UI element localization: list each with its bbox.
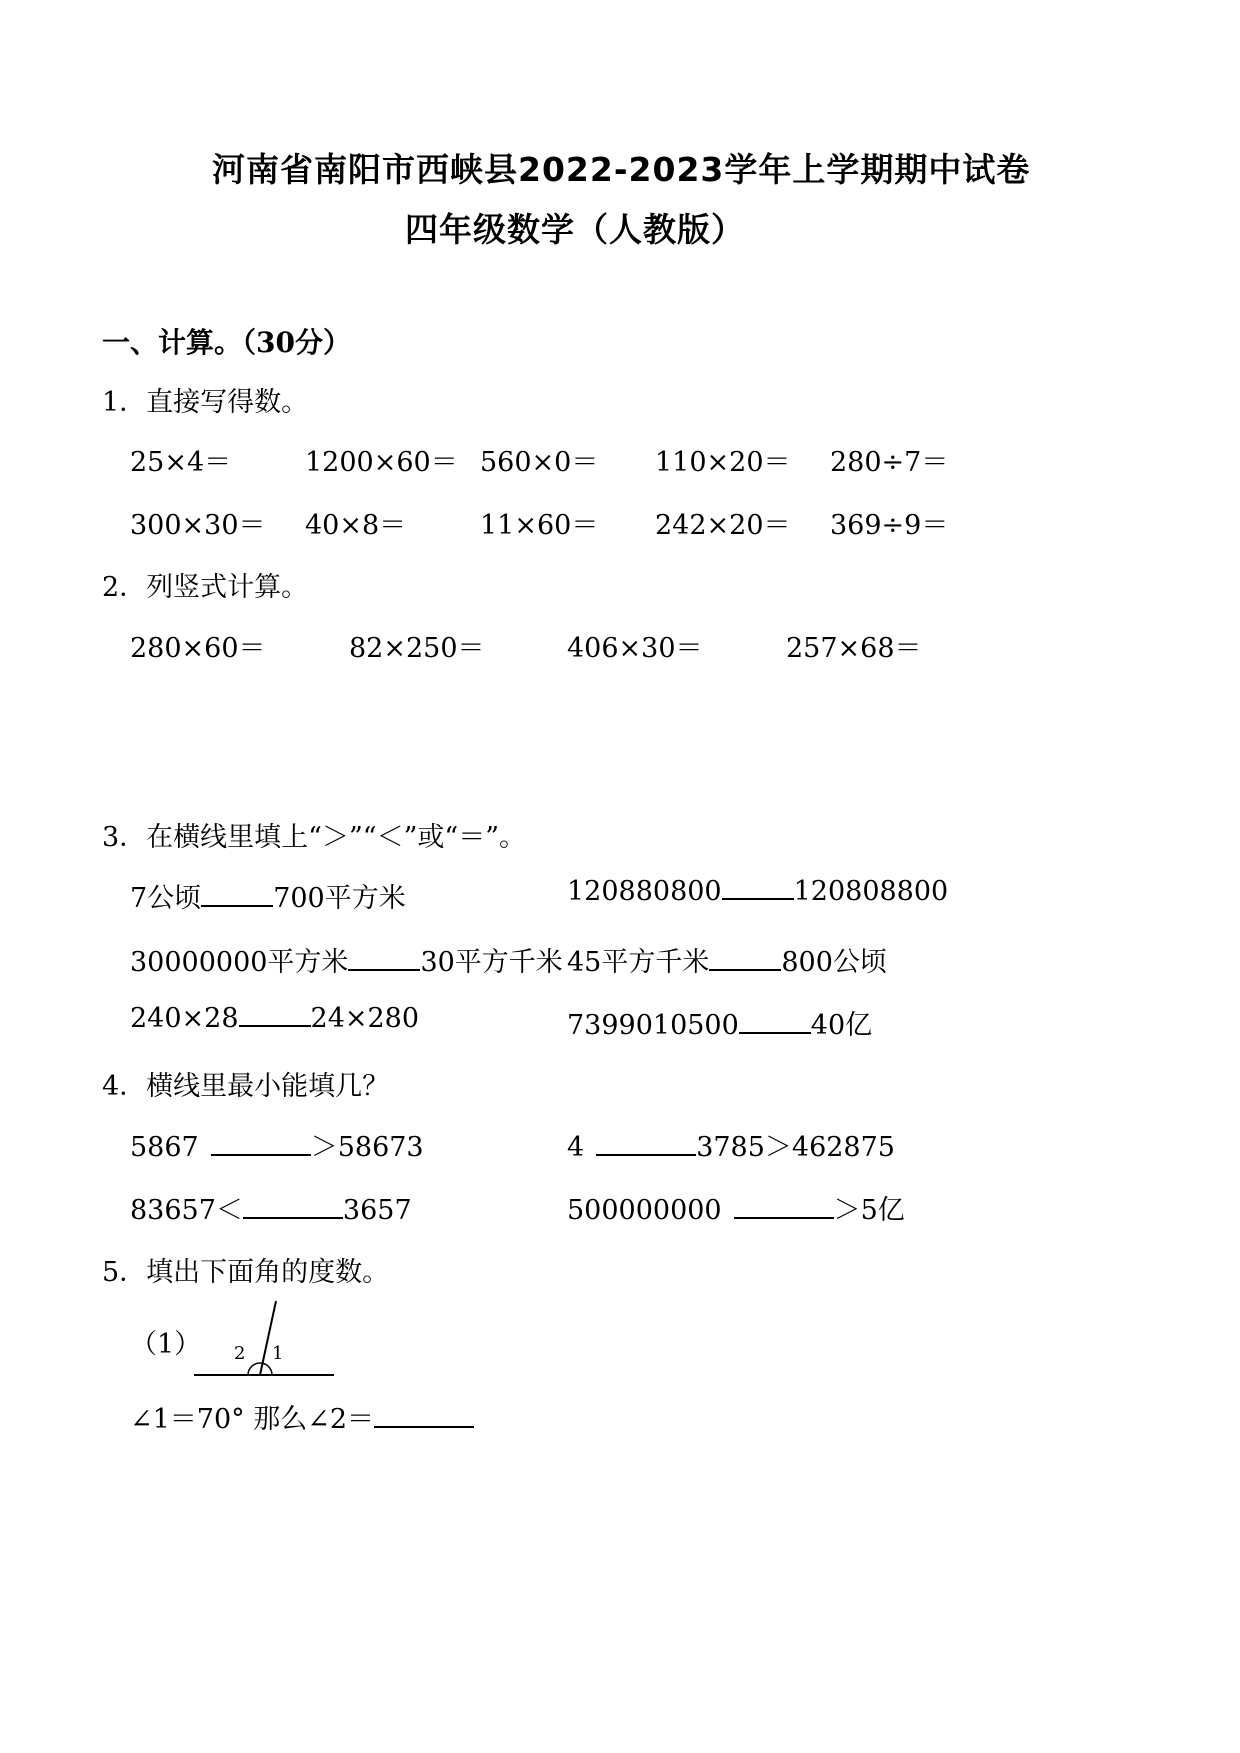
compare-item [130, 1003, 419, 1034]
q2-expr: 82×250＝ [349, 633, 485, 664]
fill-left: 500000000 [567, 1195, 722, 1226]
question-3-label: 3．在横线里填上“＞”“＜”或“＝”。 [102, 822, 526, 853]
angle-figure [190, 1295, 340, 1385]
section-heading: 一、计算。（30分） [102, 326, 351, 359]
fill-left: 4 [567, 1132, 585, 1163]
fill-item [130, 1188, 412, 1227]
compare-left: 7公顷 [130, 883, 202, 914]
answer-blank[interactable] [734, 1195, 834, 1219]
angle-label-1: 1 [272, 1343, 284, 1364]
question-5-label: 5．填出下面角的度数。 [102, 1257, 390, 1288]
q1-expr: 25×4＝ [130, 447, 232, 478]
page-subtitle: 四年级数学（人教版） [405, 210, 745, 249]
answer-blank[interactable] [709, 947, 781, 971]
fill-left: 83657＜ [130, 1195, 243, 1226]
fill-right: 3785＞462875 [696, 1132, 895, 1163]
q1-expr: 11×60＝ [480, 510, 599, 541]
answer-blank[interactable] [722, 876, 794, 900]
q2-expr: 280×60＝ [130, 633, 266, 664]
compare-item [130, 876, 406, 915]
q2-expr: 406×30＝ [567, 633, 703, 664]
q1-expr: 40×8＝ [305, 510, 407, 541]
compare-item [130, 940, 563, 979]
answer-blank[interactable] [201, 883, 273, 907]
compare-right: 120808800 [793, 876, 949, 907]
compare-left: 7399010500 [567, 1010, 739, 1041]
question-2-label: 2．列竖式计算。 [102, 572, 309, 603]
fill-right: ＞5亿 [833, 1195, 905, 1226]
fill-item [130, 1125, 424, 1164]
question-4-label: 4．横线里最小能填几？ [102, 1071, 390, 1102]
answer-blank[interactable] [239, 1003, 311, 1027]
fill-item [567, 1125, 895, 1164]
compare-left: 240×28 [130, 1003, 239, 1034]
answer-blank[interactable] [739, 1010, 811, 1034]
fill-left: 5867 [130, 1132, 199, 1163]
compare-left: 30000000平方米 [130, 947, 349, 978]
compare-item [567, 940, 887, 979]
compare-item [567, 876, 948, 907]
q1-expr: 110×20＝ [655, 447, 791, 478]
answer-blank[interactable] [211, 1132, 311, 1156]
q2-expr: 257×68＝ [786, 633, 922, 664]
page-title: 河南省南阳市西峡县2022-2023学年上学期期中试卷 [212, 150, 1031, 189]
sub-question-label: （1） [130, 1329, 202, 1360]
q1-expr: 242×20＝ [655, 510, 791, 541]
q1-expr: 560×0＝ [480, 447, 599, 478]
angle-answer-text: ∠1＝70° 那么∠2＝ [130, 1404, 375, 1435]
angle-label-2: 2 [234, 1343, 246, 1364]
q1-expr: 369÷9＝ [830, 510, 949, 541]
angle-answer [130, 1397, 474, 1436]
fill-right: 3657 [342, 1195, 412, 1226]
fill-right: ＞58673 [310, 1132, 424, 1163]
fill-item [567, 1188, 905, 1227]
compare-right: 700平方米 [273, 883, 406, 914]
compare-left: 120880800 [567, 876, 722, 907]
compare-right: 800公顷 [781, 947, 887, 978]
compare-left: 45平方千米 [567, 947, 710, 978]
compare-item [567, 1003, 872, 1042]
compare-right: 30平方千米 [420, 947, 563, 978]
q1-expr: 300×30＝ [130, 510, 266, 541]
q1-expr: 1200×60＝ [305, 447, 458, 478]
question-1-label: 1．直接写得数。 [102, 387, 309, 418]
answer-blank[interactable] [596, 1132, 696, 1156]
q1-expr: 280÷7＝ [830, 447, 949, 478]
compare-right: 40亿 [810, 1010, 873, 1041]
answer-blank[interactable] [374, 1404, 474, 1428]
answer-blank[interactable] [243, 1195, 343, 1219]
compare-right: 24×280 [310, 1003, 420, 1034]
answer-blank[interactable] [348, 947, 420, 971]
